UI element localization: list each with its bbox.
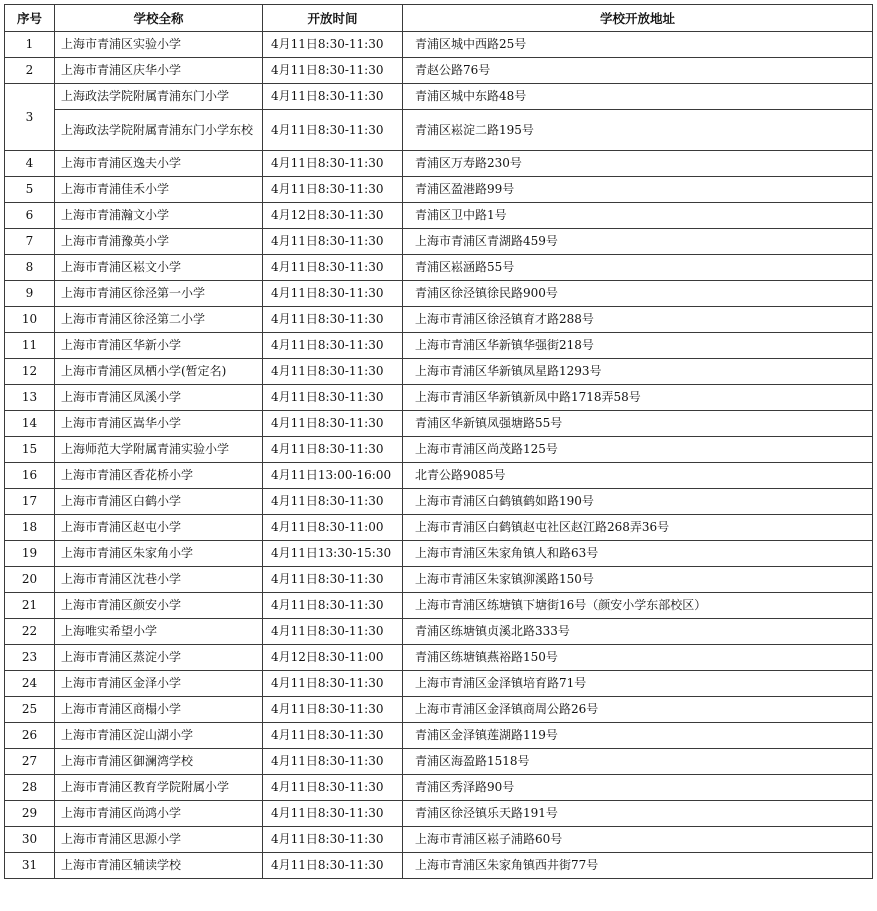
cell-address: 上海市青浦区朱家角镇人和路63号 (403, 541, 873, 567)
cell-number: 29 (5, 801, 55, 827)
cell-address: 上海市青浦区练塘镇下塘街16号（颜安小学东部校区） (403, 593, 873, 619)
cell-number: 10 (5, 307, 55, 333)
cell-open-time: 4月11日8:30-11:30 (263, 619, 403, 645)
cell-number: 4 (5, 151, 55, 177)
cell-address: 青浦区华新镇凤强塘路55号 (403, 411, 873, 437)
cell-address: 上海市青浦区白鹤镇赵屯社区赵江路268弄36号 (403, 515, 873, 541)
table-row (5, 541, 873, 567)
cell-school-name: 上海市青浦区思源小学 (55, 827, 263, 853)
cell-number: 23 (5, 645, 55, 671)
table-row (5, 645, 873, 671)
cell-school-name: 上海政法学院附属青浦东门小学东校 (55, 110, 263, 151)
cell-school-name: 上海市青浦区金泽小学 (55, 671, 263, 697)
table-row (5, 567, 873, 593)
table-row (5, 32, 873, 58)
cell-address: 青浦区卫中路1号 (403, 203, 873, 229)
cell-number: 31 (5, 853, 55, 879)
cell-open-time: 4月11日8:30-11:30 (263, 58, 403, 84)
cell-number: 14 (5, 411, 55, 437)
table-row (5, 515, 873, 541)
cell-open-time: 4月11日8:30-11:30 (263, 489, 403, 515)
table-row (5, 255, 873, 281)
cell-open-time: 4月11日8:30-11:30 (263, 255, 403, 281)
cell-address: 上海市青浦区华新镇华强街218号 (403, 333, 873, 359)
cell-open-time: 4月11日8:30-11:30 (263, 593, 403, 619)
cell-school-name: 上海市青浦区赵屯小学 (55, 515, 263, 541)
cell-school-name: 上海市青浦区教育学院附属小学 (55, 775, 263, 801)
cell-number: 24 (5, 671, 55, 697)
cell-number: 27 (5, 749, 55, 775)
table-row (5, 58, 873, 84)
cell-school-name: 上海市青浦区商榻小学 (55, 697, 263, 723)
cell-address: 青浦区崧淀二路195号 (403, 110, 873, 151)
table-row (5, 307, 873, 333)
cell-school-name: 上海政法学院附属青浦东门小学 (55, 84, 263, 110)
cell-open-time: 4月11日8:30-11:30 (263, 307, 403, 333)
cell-number: 19 (5, 541, 55, 567)
cell-address: 青浦区练塘镇贞溪北路333号 (403, 619, 873, 645)
header-address: 学校开放地址 (403, 5, 873, 32)
table-row (5, 489, 873, 515)
header-school-name: 学校全称 (55, 5, 263, 32)
table-body (5, 32, 873, 879)
table-row (5, 110, 873, 151)
table-row (5, 359, 873, 385)
table-row (5, 723, 873, 749)
table-row (5, 151, 873, 177)
cell-school-name: 上海市青浦瀚文小学 (55, 203, 263, 229)
cell-address: 青赵公路76号 (403, 58, 873, 84)
cell-open-time: 4月12日8:30-11:30 (263, 203, 403, 229)
cell-address: 上海市青浦区金泽镇培育路71号 (403, 671, 873, 697)
cell-open-time: 4月11日8:30-11:30 (263, 411, 403, 437)
cell-school-name: 上海市青浦区朱家角小学 (55, 541, 263, 567)
cell-open-time: 4月11日8:30-11:30 (263, 671, 403, 697)
cell-address: 上海市青浦区华新镇新凤中路1718弄58号 (403, 385, 873, 411)
cell-address: 青浦区秀泽路90号 (403, 775, 873, 801)
cell-open-time: 4月11日8:30-11:30 (263, 723, 403, 749)
cell-school-name: 上海市青浦区凤栖小学(暂定名) (55, 359, 263, 385)
cell-open-time: 4月11日8:30-11:30 (263, 281, 403, 307)
cell-number: 30 (5, 827, 55, 853)
cell-number: 26 (5, 723, 55, 749)
cell-school-name: 上海市青浦区徐泾第二小学 (55, 307, 263, 333)
cell-school-name: 上海市青浦区御澜湾学校 (55, 749, 263, 775)
table-row (5, 593, 873, 619)
cell-open-time: 4月11日8:30-11:30 (263, 697, 403, 723)
cell-school-name: 上海市青浦区沈巷小学 (55, 567, 263, 593)
cell-open-time: 4月11日8:30-11:30 (263, 437, 403, 463)
school-open-day-table (4, 4, 873, 879)
cell-open-time: 4月11日8:30-11:30 (263, 385, 403, 411)
cell-address: 上海市青浦区尚茂路125号 (403, 437, 873, 463)
cell-school-name: 上海市青浦区华新小学 (55, 333, 263, 359)
cell-school-name: 上海市青浦区逸夫小学 (55, 151, 263, 177)
table-row (5, 775, 873, 801)
table-row (5, 697, 873, 723)
cell-open-time: 4月11日8:30-11:30 (263, 749, 403, 775)
cell-school-name: 上海市青浦区崧文小学 (55, 255, 263, 281)
cell-open-time: 4月11日8:30-11:30 (263, 110, 403, 151)
cell-address: 青浦区金泽镇莲湖路119号 (403, 723, 873, 749)
table-row (5, 177, 873, 203)
cell-number: 12 (5, 359, 55, 385)
cell-address: 上海市青浦区朱家镇泖溪路150号 (403, 567, 873, 593)
table-row (5, 671, 873, 697)
cell-address: 上海市青浦区华新镇凤星路1293号 (403, 359, 873, 385)
cell-address: 青浦区城中西路25号 (403, 32, 873, 58)
cell-address: 上海市青浦区青湖路459号 (403, 229, 873, 255)
cell-number: 8 (5, 255, 55, 281)
table-row (5, 827, 873, 853)
cell-address: 青浦区徐泾镇徐民路900号 (403, 281, 873, 307)
table-row (5, 619, 873, 645)
cell-open-time: 4月11日8:30-11:30 (263, 359, 403, 385)
cell-number: 15 (5, 437, 55, 463)
cell-number: 1 (5, 32, 55, 58)
cell-number: 3 (5, 84, 55, 151)
cell-school-name: 上海市青浦区淀山湖小学 (55, 723, 263, 749)
cell-open-time: 4月11日13:00-16:00 (263, 463, 403, 489)
cell-school-name: 上海市青浦区凤溪小学 (55, 385, 263, 411)
cell-school-name: 上海市青浦区蒸淀小学 (55, 645, 263, 671)
cell-open-time: 4月11日8:30-11:30 (263, 229, 403, 255)
cell-school-name: 上海市青浦豫英小学 (55, 229, 263, 255)
cell-school-name: 上海市青浦区颜安小学 (55, 593, 263, 619)
cell-school-name: 上海市青浦佳禾小学 (55, 177, 263, 203)
cell-address: 青浦区徐泾镇乐天路191号 (403, 801, 873, 827)
table-row (5, 281, 873, 307)
cell-open-time: 4月11日8:30-11:30 (263, 801, 403, 827)
cell-school-name: 上海唯实希望小学 (55, 619, 263, 645)
cell-address: 上海市青浦区白鹤镇鹤如路190号 (403, 489, 873, 515)
cell-open-time: 4月11日8:30-11:30 (263, 151, 403, 177)
cell-open-time: 4月11日8:30-11:30 (263, 32, 403, 58)
cell-number: 6 (5, 203, 55, 229)
cell-school-name: 上海市青浦区实验小学 (55, 32, 263, 58)
cell-number: 25 (5, 697, 55, 723)
cell-number: 20 (5, 567, 55, 593)
cell-number: 28 (5, 775, 55, 801)
table-header-row (5, 5, 873, 32)
cell-address: 青浦区盈港路99号 (403, 177, 873, 203)
cell-school-name: 上海市青浦区白鹤小学 (55, 489, 263, 515)
table-row (5, 229, 873, 255)
cell-address: 上海市青浦区金泽镇商周公路26号 (403, 697, 873, 723)
cell-open-time: 4月11日8:30-11:30 (263, 333, 403, 359)
table-row (5, 203, 873, 229)
cell-address: 青浦区崧涵路55号 (403, 255, 873, 281)
cell-school-name: 上海市青浦区徐泾第一小学 (55, 281, 263, 307)
cell-open-time: 4月11日8:30-11:30 (263, 177, 403, 203)
cell-open-time: 4月11日8:30-11:30 (263, 853, 403, 879)
table-row (5, 437, 873, 463)
cell-number: 16 (5, 463, 55, 489)
cell-school-name: 上海市青浦区嵩华小学 (55, 411, 263, 437)
cell-number: 17 (5, 489, 55, 515)
cell-open-time: 4月11日8:30-11:30 (263, 567, 403, 593)
cell-school-name: 上海市青浦区庆华小学 (55, 58, 263, 84)
cell-school-name: 上海市青浦区尚鸿小学 (55, 801, 263, 827)
cell-address: 青浦区万寿路230号 (403, 151, 873, 177)
table-row (5, 411, 873, 437)
cell-address: 青浦区练塘镇燕裕路150号 (403, 645, 873, 671)
cell-school-name: 上海市青浦区辅读学校 (55, 853, 263, 879)
cell-number: 13 (5, 385, 55, 411)
cell-open-time: 4月11日8:30-11:30 (263, 84, 403, 110)
cell-number: 22 (5, 619, 55, 645)
table-row (5, 853, 873, 879)
table-row (5, 749, 873, 775)
table-row (5, 385, 873, 411)
cell-school-name: 上海师范大学附属青浦实验小学 (55, 437, 263, 463)
table-row (5, 84, 873, 110)
cell-open-time: 4月11日8:30-11:30 (263, 775, 403, 801)
header-number: 序号 (5, 5, 55, 32)
header-open-time: 开放时间 (263, 5, 403, 32)
cell-number: 5 (5, 177, 55, 203)
cell-number: 11 (5, 333, 55, 359)
cell-number: 2 (5, 58, 55, 84)
cell-number: 7 (5, 229, 55, 255)
cell-school-name: 上海市青浦区香花桥小学 (55, 463, 263, 489)
cell-address: 青浦区城中东路48号 (403, 84, 873, 110)
cell-number: 18 (5, 515, 55, 541)
cell-open-time: 4月12日8:30-11:00 (263, 645, 403, 671)
table-row (5, 801, 873, 827)
cell-address: 上海市青浦区徐泾镇育才路288号 (403, 307, 873, 333)
cell-open-time: 4月11日8:30-11:00 (263, 515, 403, 541)
cell-address: 北青公路9085号 (403, 463, 873, 489)
table-row (5, 333, 873, 359)
cell-address: 青浦区海盈路1518号 (403, 749, 873, 775)
cell-number: 21 (5, 593, 55, 619)
cell-open-time: 4月11日8:30-11:30 (263, 827, 403, 853)
cell-address: 上海市青浦区朱家角镇西井街77号 (403, 853, 873, 879)
cell-address: 上海市青浦区崧子浦路60号 (403, 827, 873, 853)
cell-open-time: 4月11日13:30-15:30 (263, 541, 403, 567)
cell-number: 9 (5, 281, 55, 307)
table-row (5, 463, 873, 489)
